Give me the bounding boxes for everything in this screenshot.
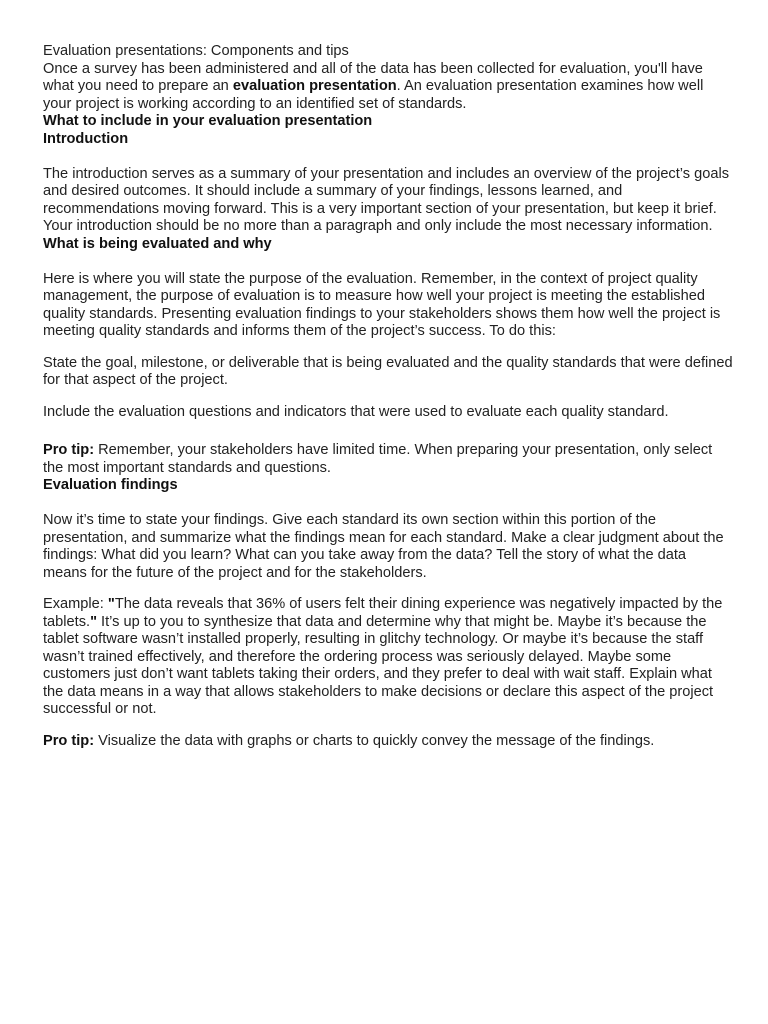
intro-paragraph xyxy=(43,61,733,114)
example-label: Example: xyxy=(43,596,108,612)
intro-text-before: Once a survey has been administered and all of the data has been collected for evaluation, you'll have what you need to prepare an xyxy=(43,60,703,94)
findings-paragraph: Now it’s time to state your findings. Give each standard its own section within this portion of the presentation, and summarize what the findings mean for each standard. Make a clear judgment about the findings: What did you learn? What can you take away from the data? Tell the story of what the data means for the future of the project and for the stakeholders. xyxy=(43,512,724,581)
pro-tip-2-label: Pro tip: xyxy=(43,732,95,749)
intro-bold-term: evaluation presentation xyxy=(232,78,397,94)
state-goal-paragraph: State the goal, milestone, or deliverable that is being evaluated and the quality standards that were defined for that aspect of the project. xyxy=(43,354,733,388)
introduction-paragraph: The introduction serves as a summary of your presentation and includes an overview of the project’s goals and desired outcomes. It should include a summary of your findings, lessons learned, and recommendations moving forward. This is a very important section of your presentation, but keep it brief. Your introduction should be no more than a paragraph and only include the most necessary information. xyxy=(43,165,729,234)
pro-tip-1 xyxy=(43,442,733,477)
heading-what-is-being-evaluated: What is being evaluated and why xyxy=(43,235,272,252)
pro-tip-2-text: Visualize the data with graphs or charts to quickly convey the message of the findings. xyxy=(94,732,655,749)
example-rest: It’s up to you to synthesize that data and determine why that might be. Maybe it’s because the tablet software wasn’t installed properly, resulting in glitchy technology. Or maybe it’s because the staff wasn’t trained effectively, and therefore the ordering process was seriously delayed. Maybe some customers just don’t want tablets taking their orders, and they prefer to deal with wait staff. Explain what the data means in a way that allows stakeholders to make decisions or declare this aspect of the project successful or not. xyxy=(43,613,714,717)
example-quote-close: " xyxy=(90,613,97,630)
pro-tip-1-label: Pro tip: xyxy=(43,442,95,458)
example-quote-open: " xyxy=(107,596,115,612)
example-paragraph xyxy=(43,596,733,719)
include-questions-paragraph: Include the evaluation questions and indicators that were used to evaluate each quality standard. xyxy=(43,403,669,420)
example-quote-text: The data reveals that 36% of users felt their dining experience was negatively impacted by the tablets. xyxy=(43,596,723,630)
heading-what-to-include: What to include in your evaluation presentation xyxy=(43,113,373,129)
heading-evaluation-findings: Evaluation findings xyxy=(43,477,178,493)
intro-text-after: . An evaluation presentation examines how well your project is working according to an identified set of standards. xyxy=(43,78,704,112)
pro-tip-1-text: Remember, your stakeholders have limited time. When preparing your presentation, only select the most important standards and questions. xyxy=(43,442,713,476)
heading-introduction: Introduction xyxy=(43,130,129,147)
pro-tip-2 xyxy=(43,733,733,751)
what-is-being-evaluated-paragraph: Here is where you will state the purpose of the evaluation. Remember, in the context of project quality management, the purpose of evaluation is to measure how well your project is meeting the established quality standards. Presenting evaluation findings to your stakeholders shows them how well the project is meeting quality standards and informs them of the project’s success. To do this: xyxy=(43,270,721,339)
document-title: Evaluation presentations: Components and tips xyxy=(43,43,349,59)
document-body xyxy=(43,43,733,750)
